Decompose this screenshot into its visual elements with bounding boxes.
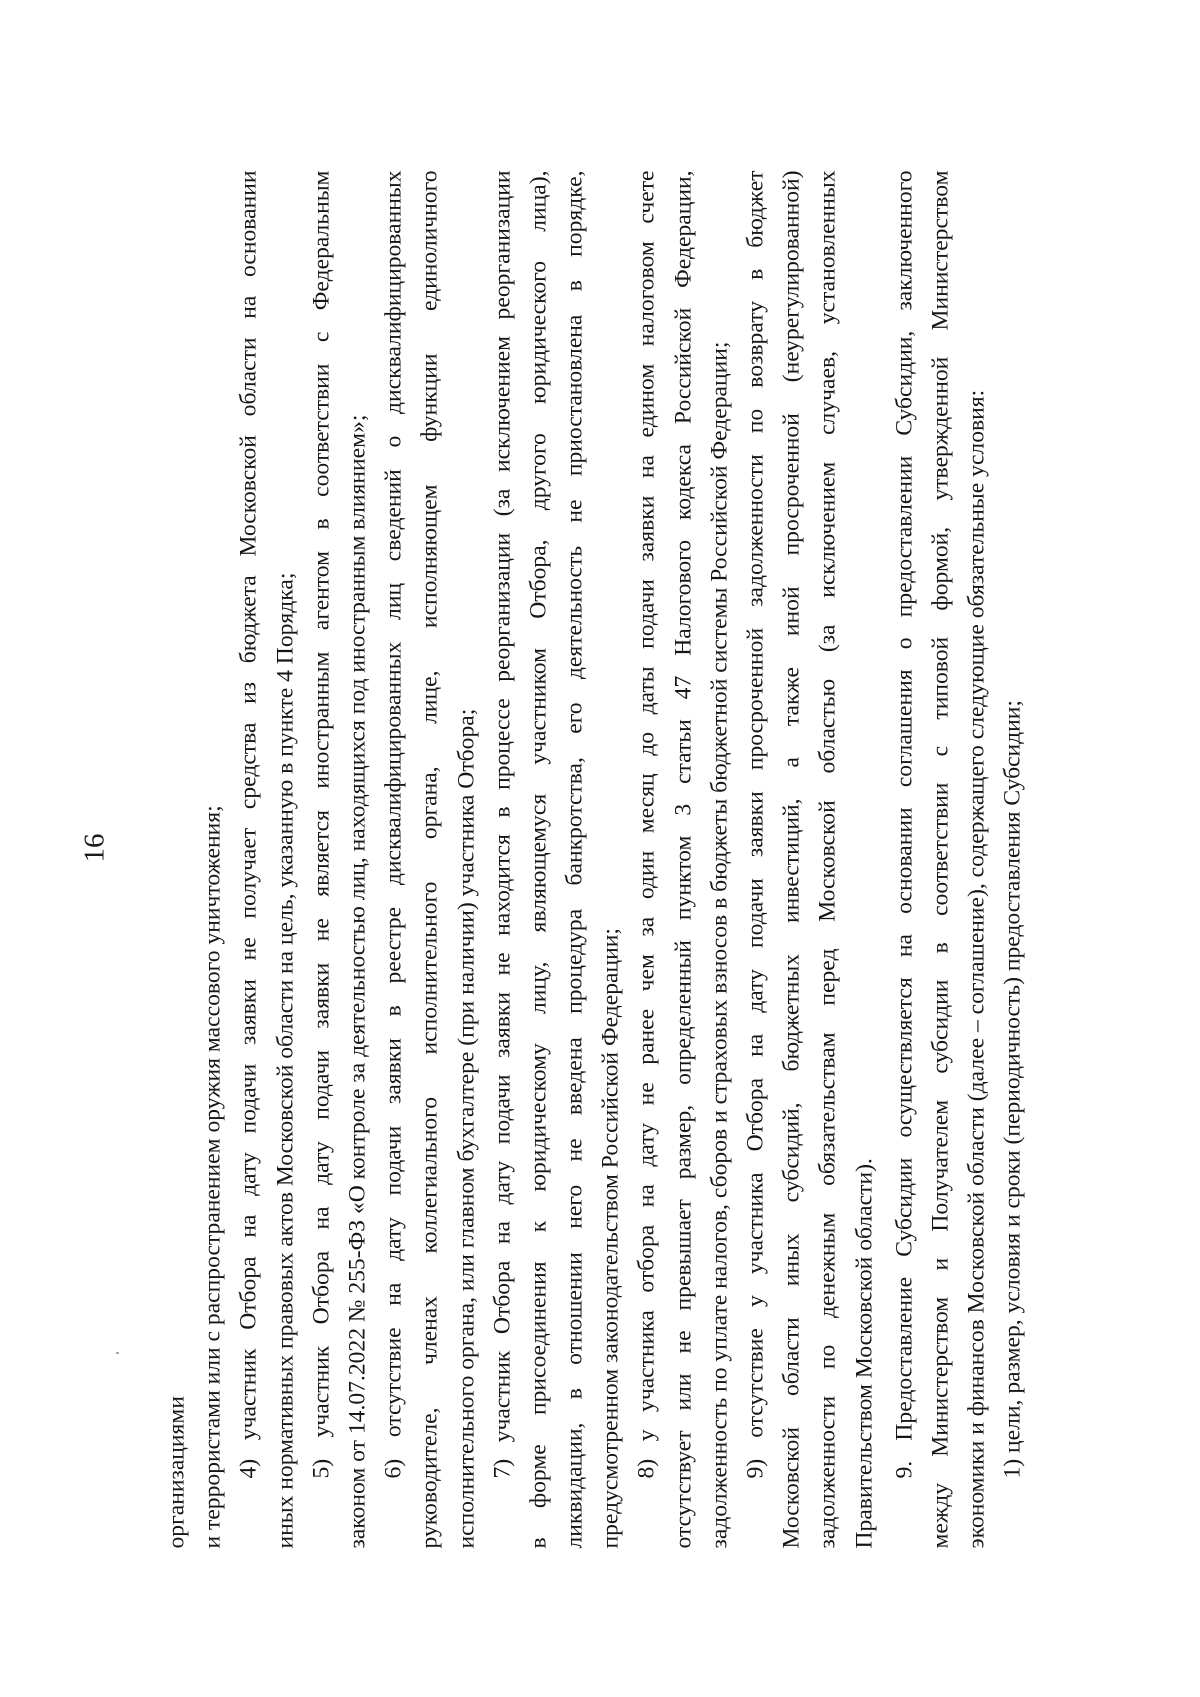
text-line: 6) отсутствие на дату подачи заявки в реестре дисквалифицированных лиц сведений о дисквалифицированных xyxy=(380,170,407,1479)
text-line: исполнительного органа, или главном бухгалтере (при наличии) участника Отбора; xyxy=(453,708,479,1549)
text-line: 9) отсутствие у участника Отбора на дату подачи заявки просроченной задолженности по возврату в бюджет xyxy=(742,170,769,1479)
text-line: 7) участник Отбора на дату подачи заявки не находится в процессе реорганизации (за исключением реорганизации xyxy=(489,170,516,1479)
text-line: и террористами или с распространением оружия массового уничтожения; xyxy=(199,805,226,1549)
text-line: экономики и финансов Московской области (далее – соглашение), содержащего следующие обязательные условия: xyxy=(963,389,990,1549)
body-text xyxy=(159,171,1032,1549)
text-line: организациями xyxy=(163,1396,190,1549)
text-line: ликвидации, в отношении него не введена процедура банкротства, его деятельность не приостановлена в порядке, xyxy=(561,170,588,1549)
text-line: 9. Предоставление Субсидии осуществляется на основании соглашения о предоставлении Субсидии, заключенного xyxy=(891,170,918,1479)
text-line: Московской области иных субсидий, бюджетных инвестиций, а также иной просроченной (неурегулированной) xyxy=(778,170,805,1549)
text-line: законом от 14.07.2022 № 255-ФЗ «О контроле за деятельностью лиц, находящихся под иностранным влиянием»; xyxy=(344,414,371,1549)
text-line: задолженности по денежным обязательствам перед Московской областью (за исключением случаев, установленных xyxy=(814,170,841,1549)
text-line: 8) у участника отбора на дату не ранее чем за один месяц до даты подачи заявки на едином налоговом счете xyxy=(633,170,660,1479)
text-line: 1) цели, размер, условия и сроки (периодичность) предоставления Субсидии; xyxy=(999,700,1026,1479)
text-line: руководителе, членах коллегиального исполнительного органа, лице, исполняющем функции единоличного xyxy=(416,170,443,1549)
text-line: Правительством Московской области). xyxy=(851,1158,878,1549)
text-line: между Министерством и Получателем субсидии в соответствии с типовой формой, утвержденной Министерством xyxy=(927,170,954,1549)
page-number: 16 xyxy=(78,833,111,863)
text-line: иных нормативных правовых актов Московской области на цель, указанную в пункте 4 Порядка; xyxy=(272,572,299,1549)
text-line: 4) участник Отбора на дату подачи заявки не получает средства из бюджета Московской области на основании xyxy=(235,170,262,1479)
text-line: в форме присоединения к юридическому лицу, являющемуся участником Отбора, другого юридического лица), xyxy=(525,170,552,1549)
text-line: предусмотренном законодательством Российской Федерации; xyxy=(597,928,624,1549)
rotated-sheet xyxy=(1,0,1200,1697)
text-line: отсутствует или не превышает размер, определенный пунктом 3 статьи 47 Налогового кодекса Российской Федерации, xyxy=(670,170,697,1549)
text-line: задолженность по уплате налогов, сборов и страховых взносов в бюджеты бюджетной системы Российской Федерации; xyxy=(706,341,733,1549)
text-line: 5) участник Отбора на дату подачи заявки не является иностранным агентом в соответствии с Федеральным xyxy=(308,170,335,1479)
